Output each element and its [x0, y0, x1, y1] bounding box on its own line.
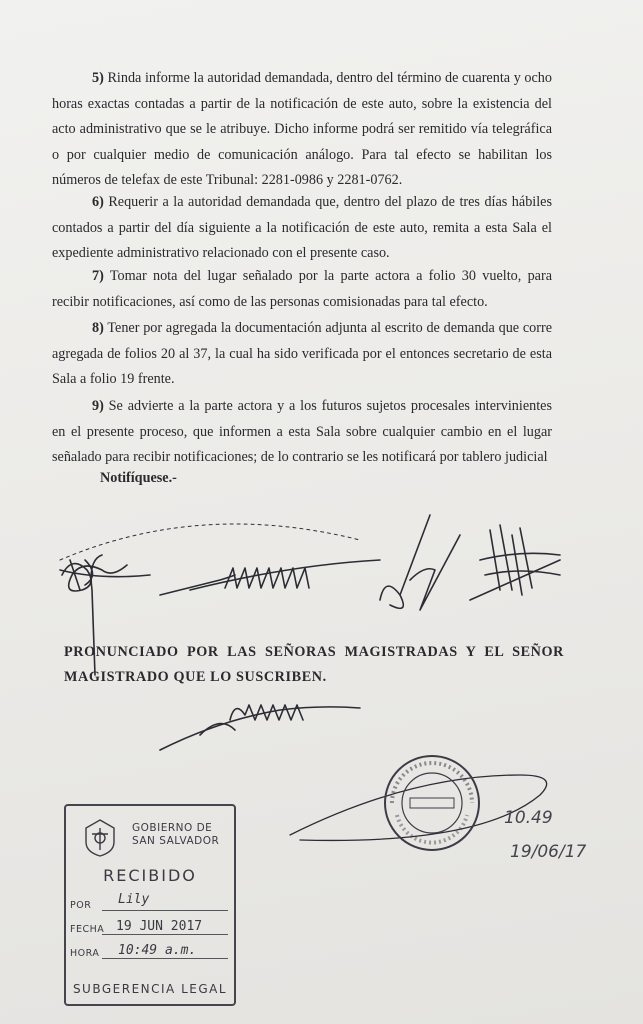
stamp-fecha-line — [102, 934, 228, 935]
stamp-por-label: POR — [70, 900, 92, 911]
stamp-fecha-value: 19 JUN 2017 — [116, 919, 203, 934]
paragraph-text: Tomar nota del lugar señalado por la parte actora a folio 30 vuelto, para recibir notificaciones, así como de las personas comisionadas para tal efecto. — [52, 268, 552, 310]
signature-4-icon — [470, 525, 560, 600]
paragraph-text: Rinda informe la autoridad demandada, dentro del término de cuarenta y ocho horas exactas contadas a partir de la notificación de este auto, sobre la existencia del acto administrativo que se le atribuye. Dicho informe podrá ser remitido vía telegráfica o por cualquier medio de comunicación análogo. Para tal efecto se habilitan los números de telefax de este Tribunal: 2281-0986 y 2281-0762. — [52, 70, 552, 188]
paragraph-6 — [52, 190, 552, 267]
stamp-title: RECIBIDO — [103, 866, 197, 885]
stamp-hora-value: 10:49 a.m. — [118, 943, 197, 958]
paragraph-7 — [52, 264, 552, 315]
signature-arc — [60, 524, 360, 560]
stamp-hora-label: HORA — [70, 948, 100, 959]
handwritten-date: 19/06/17 — [510, 842, 587, 862]
paragraph-number: 9) — [92, 398, 104, 414]
paragraph-text: Requerir a la autoridad demandada que, dentro del plazo de tres días hábiles contados a partir del día siguiente a la notificación de este auto, remita a esta Sala el expediente administrativo relacionado con el presente caso. — [52, 194, 552, 261]
paragraph-text: Tener por agregada la documentación adjunta al escrito de demanda que corre agregada de folios 20 al 37, la cual ha sido verificada por el entonces secretario de esta Sala a folio 19 frente. — [52, 320, 552, 387]
closing-notification: Notifíquese.- — [100, 470, 177, 486]
paragraph-number: 5) — [92, 70, 104, 86]
stamp-government — [132, 822, 219, 848]
paragraph-5 — [52, 66, 552, 194]
signature-3-icon — [380, 515, 460, 610]
paragraph-number: 8) — [92, 320, 104, 336]
stamp-government-line-2: SAN SALVADOR — [132, 835, 220, 847]
stamp-government-line-1: GOBIERNO DE — [132, 822, 213, 834]
paragraph-text: Se advierte a la parte actora y a los futuros sujetos procesales intervinientes en el presente proceso, que informen a esta Sala sobre cualquier cambio en el lugar señalado para recibir notificaciones; de lo contrario se les notificará por tablero judicial — [52, 398, 552, 465]
stamp-hora-line — [102, 958, 228, 959]
pronouncement-text: PRONUNCIADO POR LAS SEÑORAS MAGISTRADAS Y EL SEÑOR MAGISTRADO QUE LO SUSCRIBEN. — [64, 644, 564, 685]
stamp-department: SUBGERENCIA LEGAL — [72, 982, 228, 996]
paragraph-8 — [52, 316, 552, 393]
stamp-por-line — [102, 910, 228, 911]
paragraph-number: 7) — [92, 268, 104, 284]
paragraph-9 — [52, 394, 552, 471]
stamp-por-value: Lily — [118, 892, 150, 907]
stamp-fecha-label: FECHA — [70, 924, 105, 935]
coat-of-arms-icon — [78, 816, 122, 860]
paragraph-number: 6) — [92, 194, 104, 210]
signature-5-icon — [160, 705, 360, 750]
court-seal-icon — [385, 756, 479, 850]
handwritten-time: 10.49 — [504, 808, 553, 828]
received-stamp — [64, 804, 236, 1006]
signature-2-icon — [160, 560, 380, 595]
